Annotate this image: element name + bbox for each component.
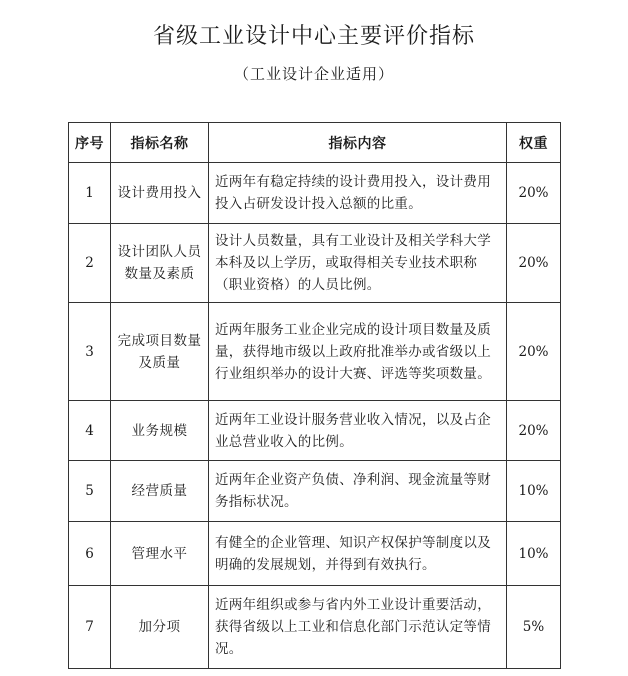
row-weight: 20%: [507, 224, 561, 303]
row-content: 近两年企业资产负债、净利润、现金流量等财务指标状况。: [209, 461, 507, 522]
row-content: 有健全的企业管理、知识产权保护等制度以及明确的发展规划，并得到有效执行。: [209, 522, 507, 586]
row-content: 近两年服务工业企业完成的设计项目数量及质量，获得地市级以上政府批准举办或省级以上行业组织举办的设计大赛、评选等奖项数量。: [209, 303, 507, 401]
row-name: 加分项: [111, 586, 209, 669]
header-number: 序号: [69, 123, 111, 163]
row-name: 设计团队人员数量及素质: [111, 224, 209, 303]
row-name: 管理水平: [111, 522, 209, 586]
table-row: [69, 461, 561, 522]
header-content: 指标内容: [209, 123, 507, 163]
table-header-row: [69, 123, 561, 163]
row-content: 近两年工业设计服务营业收入情况，以及占企业总营业收入的比例。: [209, 401, 507, 461]
row-number: 7: [69, 586, 111, 669]
table-row: [69, 586, 561, 669]
row-name: 设计费用投入: [111, 163, 209, 224]
row-weight: 20%: [507, 163, 561, 224]
row-name: 完成项目数量及质量: [111, 303, 209, 401]
page-title: 省级工业设计中心主要评价指标: [152, 24, 475, 49]
row-weight: 10%: [507, 461, 561, 522]
evaluation-table: [68, 122, 561, 669]
row-name: 经营质量: [111, 461, 209, 522]
row-weight: 10%: [507, 522, 561, 586]
row-number: 1: [69, 163, 111, 224]
header-name: 指标名称: [111, 123, 209, 163]
table-row: [69, 163, 561, 224]
header-weight: 权重: [507, 123, 561, 163]
page-subtitle: （工业设计企业适用）: [233, 65, 394, 83]
row-weight: 20%: [507, 401, 561, 461]
row-number: 2: [69, 224, 111, 303]
row-weight: 20%: [507, 303, 561, 401]
table-row: [69, 303, 561, 401]
row-number: 6: [69, 522, 111, 586]
table-row: [69, 224, 561, 303]
table-row: [69, 401, 561, 461]
row-weight: 5%: [507, 586, 561, 669]
row-content: 设计人员数量，具有工业设计及相关学科大学本科及以上学历，或取得相关专业技术职称（职业资格）的人员比例。: [209, 224, 507, 303]
row-number: 4: [69, 401, 111, 461]
row-content: 近两年有稳定持续的设计费用投入，设计费用投入占研发设计投入总额的比重。: [209, 163, 507, 224]
row-number: 3: [69, 303, 111, 401]
row-content: 近两年组织或参与省内外工业设计重要活动，获得省级以上工业和信息化部门示范认定等情况。: [209, 586, 507, 669]
table-row: [69, 522, 561, 586]
row-name: 业务规模: [111, 401, 209, 461]
row-number: 5: [69, 461, 111, 522]
